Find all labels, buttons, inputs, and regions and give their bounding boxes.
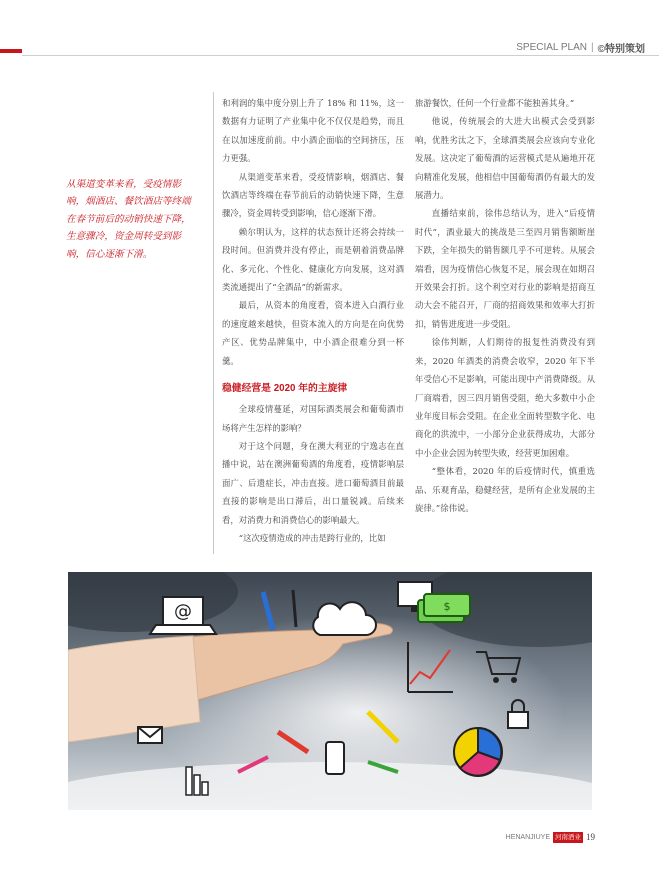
running-header	[516, 40, 645, 54]
svg-text:@: @	[174, 601, 192, 622]
article-photo	[68, 572, 592, 810]
column-divider	[213, 92, 214, 554]
header-separator: |	[591, 41, 594, 53]
paragraph: 旅游餐饮，任何一个行业都不能独善其身。”	[415, 98, 575, 108]
envelope-icon	[138, 727, 162, 743]
photo-illustration	[68, 572, 592, 810]
mobile-phone-icon	[326, 742, 344, 774]
magazine-name: HENANJIUYE	[505, 833, 550, 841]
paragraph: 全球疫情蔓延，对国际酒类展会和葡萄酒市场将产生怎样的影响？	[222, 404, 404, 433]
text-column-1	[222, 94, 404, 547]
paragraph: 直播结束前，徐伟总结认为，进入“后疫情时代”，酒业最大的挑战是三至四月销售额断崖下跌，全年损失的销售额几乎不可逆转。从展会端看，因为疫情信心恢复不足，展会现在如期召开效果会打折。这个利空对行业的影响是招商互动大会不能召开，厂商的招商效果和效率大打折扣，销售进度进一步受阻。	[415, 208, 595, 329]
pull-quote: 从渠道变革来看，受疫情影响，烟酒店、餐饮酒店等终端在春节前后的动销快速下降，生意骤冷，资金周转受到影响，信心逐渐下滑。	[66, 179, 191, 260]
paragraph: 他说，传统展会的大进大出模式会受到影响，优胜劣汰之下，全球酒类展会应该向专业化发展。这决定了葡萄酒的运营模式是从遍地开花向精准化发展，他相信中国葡萄酒仍有最大的发展潜力。	[415, 116, 595, 201]
paragraph: 徐伟判断，人们期待的报复性消费没有到来，2020 年酒类的消费会收窄，2020 年下半年受信心不足影响，可能出现中产消费降级。从厂商端看，因三四月销售受阻，绝大多数中小企业年度目标会受阻。在企业全面转型数字化、电商化的洪流中，一小部分企业获得成功，大部分中小企业会因为转型失败，经营更加困难。	[415, 337, 595, 458]
paragraph: 从渠道变革来看，受疫情影响，烟酒店、餐饮酒店等终端在春节前后的动销快速下降，生意骤冷，资金周转受到影响，信心逐渐下滑。	[222, 171, 404, 219]
paragraph: “整体看，2020 年的后疫情时代，慎重选品、乐观育品，稳健经营，是所有企业发展的主旋律。”徐伟说。	[415, 466, 595, 513]
page-footer	[506, 831, 595, 843]
paragraph: “这次疫情造成的冲击是跨行业的，比如	[238, 532, 386, 543]
paragraph: 赖尔明认为，这样的状态预计还将会持续一段时间。但消费并没有停止，而是朝着消费品牌化、多元化、个性化、健康化方向发展，这对酒类流通提出了“全酒品”的新需求。	[222, 226, 404, 293]
section-name-cn: ©特别策划	[597, 43, 645, 55]
paragraph: 和利润的集中度分别上升了 18% 和 11%，这一数据有力证明了产业集中化不仅仅是趋势，而且在以加速度前前。中小酒企面临的空间挤压，压力更强。	[222, 98, 404, 164]
paragraph: 对于这个问题，身在澳大利亚的宁逸志在直播中说，站在澳洲葡萄酒的角度看，疫情影响层面广、后遗症长，冲击直接。进口葡萄酒目前最直接的影响是出口滞后，出口量锐减。后续来看，对消费力和消费信心的影响最大。	[222, 440, 404, 525]
pie-chart-icon	[454, 728, 502, 776]
header-accent-bar	[0, 49, 22, 53]
money-stack-icon	[418, 594, 470, 622]
text-column-2	[415, 94, 595, 517]
paragraph: 最后，从资本的角度看，资本进入白酒行业的速度越来越快，但资本流入的方向是在向优势产区、优势品牌集中，中小酒企很难分到一杯羹。	[222, 300, 404, 366]
page-number: 19	[586, 832, 595, 842]
section-heading: 稳健经营是 2020 年的主旋律	[222, 383, 348, 395]
section-name-en: SPECIAL PLAN	[516, 41, 588, 53]
svg-text:$: $	[443, 600, 451, 613]
header-rule	[22, 55, 659, 56]
magazine-badge: 河南酒业	[555, 833, 581, 841]
